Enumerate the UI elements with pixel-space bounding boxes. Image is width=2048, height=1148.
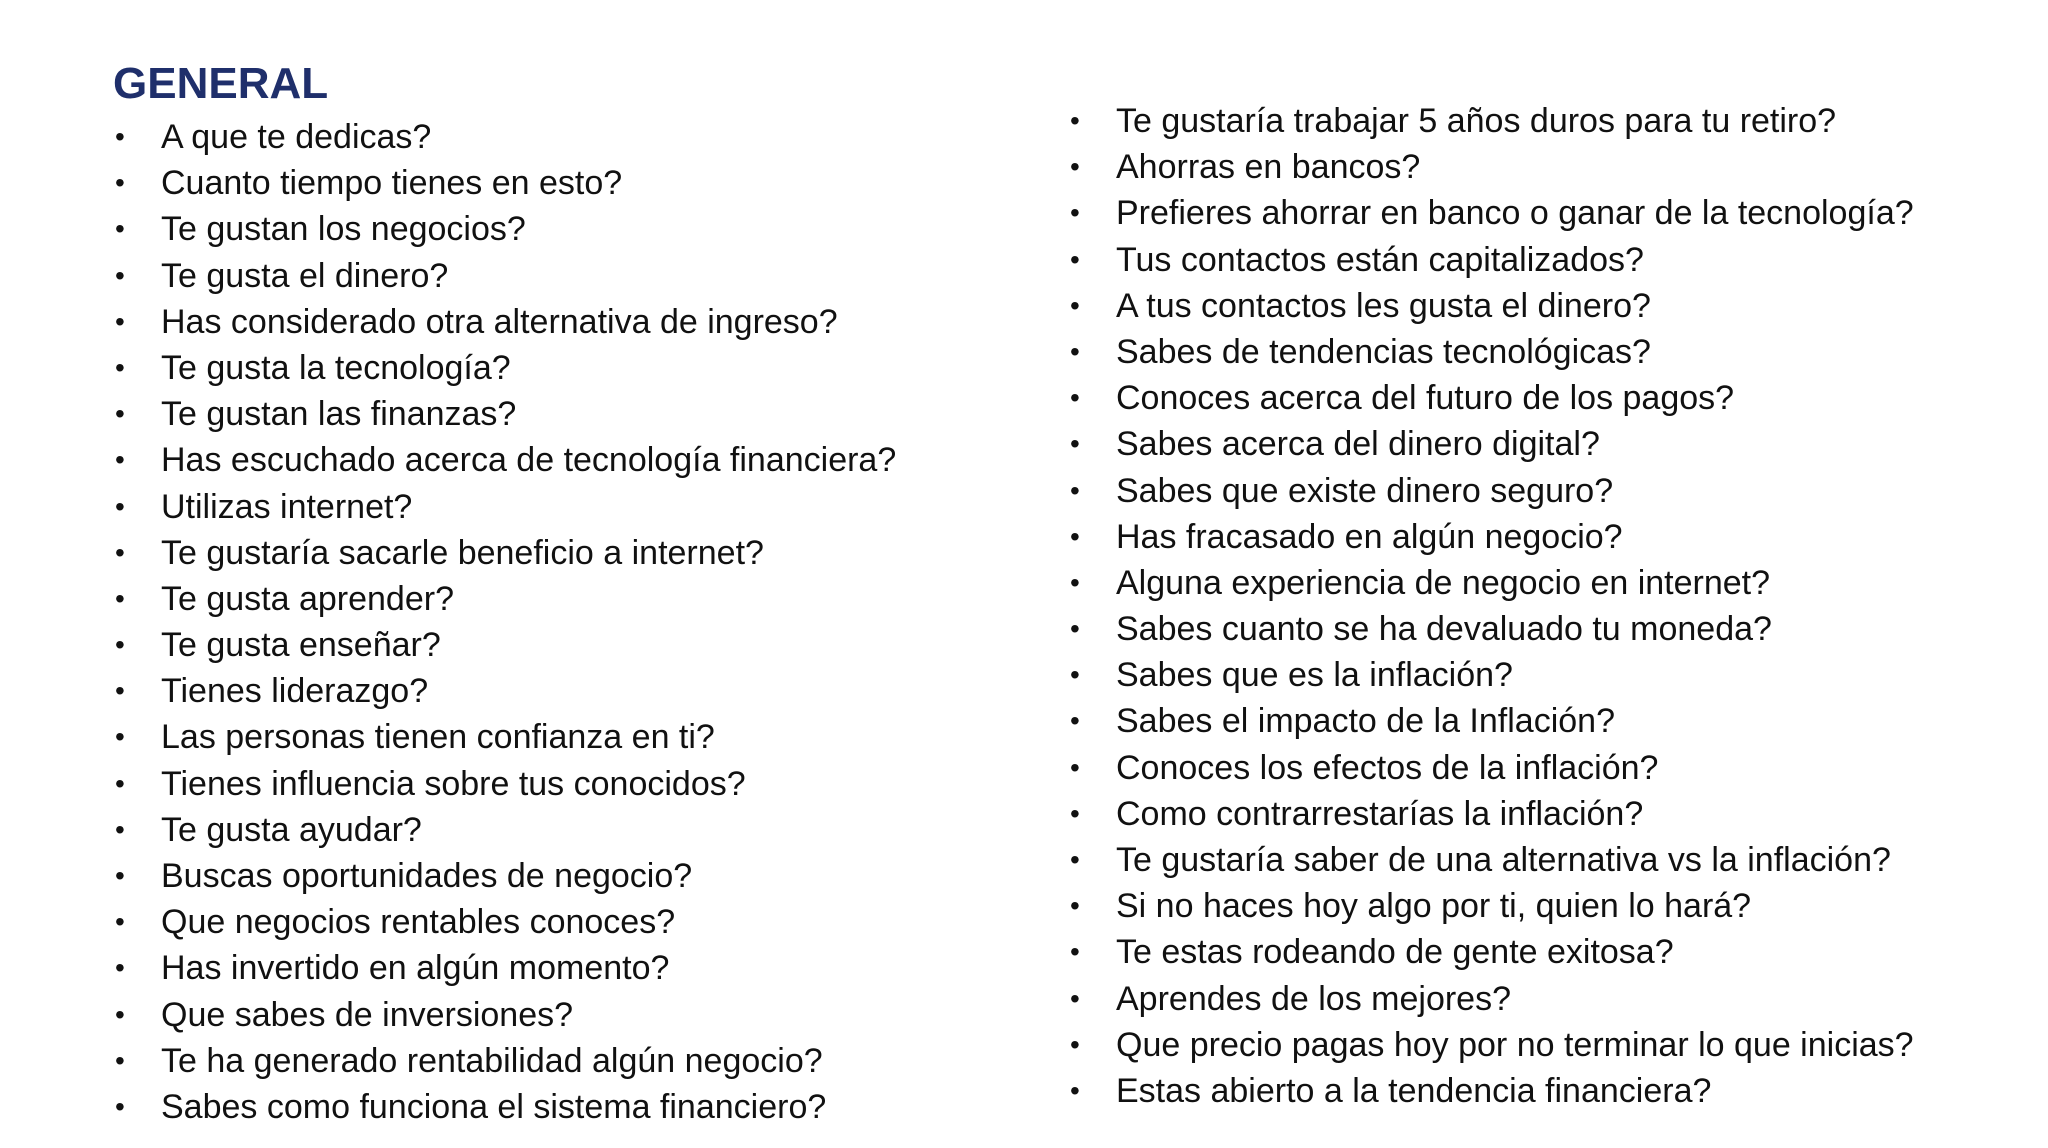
bullet-icon: • <box>1070 520 1080 552</box>
bullet-icon: • <box>115 259 125 291</box>
question-text: Si no haces hoy algo por ti, quien lo hará? <box>1116 887 1752 926</box>
slide-title: GENERAL <box>113 59 329 108</box>
question-text: Tienes influencia sobre tus conocidos? <box>161 764 746 803</box>
bullet-icon: • <box>115 813 125 845</box>
question-text: Te gusta el dinero? <box>161 256 449 295</box>
question-text: Has invertido en algún momento? <box>161 949 670 988</box>
bullet-icon: • <box>1070 705 1080 737</box>
question-item <box>113 253 973 299</box>
question-item <box>113 114 973 160</box>
question-text: Te gustaría saber de una alternativa vs la inflación? <box>1116 841 1891 879</box>
bullet-icon: • <box>115 398 125 430</box>
question-item <box>1068 560 2028 606</box>
question-item <box>1068 98 2028 144</box>
question-text: Utilizas internet? <box>161 487 413 526</box>
question-item <box>113 622 973 668</box>
question-text: Conoces los efectos de la inflación? <box>1116 748 1659 787</box>
question-text: A que te dedicas? <box>161 118 432 156</box>
bullet-icon: • <box>115 490 125 522</box>
question-item <box>113 206 973 252</box>
bullet-icon: • <box>115 305 125 337</box>
question-item <box>1068 606 2028 652</box>
bullet-icon: • <box>1070 1028 1080 1060</box>
bullet-icon: • <box>1070 289 1080 321</box>
question-text: Te gustan las finanzas? <box>161 395 517 434</box>
question-item <box>113 1038 973 1084</box>
question-text: Sabes cuanto se ha devaluado tu moneda? <box>1116 610 1772 649</box>
question-text: Que negocios rentables conoces? <box>161 903 676 942</box>
question-item <box>1068 144 2028 190</box>
question-text: Te gusta enseñar? <box>161 626 441 665</box>
question-item <box>113 899 973 945</box>
question-item <box>113 668 973 714</box>
question-text: Sabes acerca del dinero digital? <box>1116 425 1600 464</box>
right-question-list <box>1068 98 2028 1114</box>
bullet-icon: • <box>1070 151 1080 183</box>
question-item <box>1068 1068 2028 1114</box>
bullet-icon: • <box>1070 936 1080 968</box>
question-text: Te estas rodeando de gente exitosa? <box>1116 933 1674 972</box>
bullet-icon: • <box>115 1090 125 1122</box>
question-item <box>1068 514 2028 560</box>
question-item <box>1068 421 2028 467</box>
question-item <box>113 992 973 1038</box>
question-item <box>1068 237 2028 283</box>
question-text: Buscas oportunidades de negocio? <box>161 857 693 895</box>
bullet-icon: • <box>1070 890 1080 922</box>
question-text: A tus contactos les gusta el dinero? <box>1116 286 1651 325</box>
question-text: Te ha generado rentabilidad algún negocio? <box>161 1041 823 1080</box>
bullet-icon: • <box>115 167 125 199</box>
bullet-icon: • <box>115 906 125 938</box>
bullet-icon: • <box>115 536 125 568</box>
bullet-icon: • <box>115 213 125 245</box>
question-item <box>113 437 973 483</box>
question-text: Cuanto tiempo tienes en esto? <box>161 164 623 203</box>
question-item <box>1068 1022 2028 1068</box>
bullet-icon: • <box>1070 613 1080 645</box>
question-item <box>1068 883 2028 929</box>
question-item <box>113 945 973 991</box>
bullet-icon: • <box>115 629 125 661</box>
question-text: Sabes que existe dinero seguro? <box>1116 471 1614 510</box>
question-text: Has fracasado en algún negocio? <box>1116 517 1623 556</box>
question-item <box>1068 837 2028 883</box>
question-item <box>113 484 973 530</box>
question-item <box>113 576 973 622</box>
question-item <box>113 853 973 899</box>
question-item <box>113 391 973 437</box>
bullet-icon: • <box>115 952 125 984</box>
question-text: Las personas tienen confianza en ti? <box>161 718 715 757</box>
question-text: Que precio pagas hoy por no terminar lo que inicias? <box>1116 1025 1914 1064</box>
question-item <box>1068 283 2028 329</box>
bullet-icon: • <box>115 351 125 383</box>
question-item <box>113 807 973 853</box>
question-text: Conoces acerca del futuro de los pagos? <box>1116 379 1735 418</box>
bullet-icon: • <box>115 860 125 891</box>
left-question-list <box>113 114 973 1130</box>
bullet-icon: • <box>1070 844 1080 875</box>
bullet-icon: • <box>1070 982 1080 1014</box>
question-item <box>1068 468 2028 514</box>
bullet-icon: • <box>1070 474 1080 506</box>
bullet-icon: • <box>115 582 125 614</box>
question-item <box>1068 652 2028 698</box>
question-text: Has escuchado acerca de tecnología financiera? <box>161 441 897 480</box>
bullet-icon: • <box>115 675 125 707</box>
question-text: Que sabes de inversiones? <box>161 995 574 1034</box>
question-text: Has considerado otra alternativa de ingreso? <box>161 302 838 341</box>
bullet-icon: • <box>1070 105 1080 136</box>
bullet-icon: • <box>115 721 125 753</box>
question-text: Sabes como funciona el sistema financiero? <box>161 1087 827 1126</box>
question-text: Aprendes de los mejores? <box>1116 979 1512 1018</box>
question-item <box>1068 329 2028 375</box>
bullet-icon: • <box>115 1044 125 1076</box>
question-text: Te gustaría trabajar 5 años duros para tu retiro? <box>1116 102 1837 140</box>
question-item <box>113 160 973 206</box>
question-text: Estas abierto a la tendencia financiera? <box>1116 1071 1712 1110</box>
question-item <box>113 299 973 345</box>
question-item <box>113 761 973 807</box>
question-item <box>1068 190 2028 236</box>
question-text: Te gusta aprender? <box>161 579 454 618</box>
question-text: Ahorras en bancos? <box>1116 148 1421 187</box>
question-text: Alguna experiencia de negocio en internet? <box>1116 563 1771 602</box>
bullet-icon: • <box>1070 335 1080 367</box>
question-text: Sabes de tendencias tecnológicas? <box>1116 332 1651 371</box>
question-text: Te gusta la tecnología? <box>161 348 511 387</box>
bullet-icon: • <box>1070 1074 1080 1106</box>
bullet-icon: • <box>1070 659 1080 691</box>
question-item <box>113 530 973 576</box>
question-item <box>1068 976 2028 1022</box>
question-text: Sabes que es la inflación? <box>1116 656 1513 695</box>
bullet-icon: • <box>1070 197 1080 229</box>
bullet-icon: • <box>1070 751 1080 783</box>
question-item <box>1068 698 2028 744</box>
bullet-icon: • <box>115 998 125 1030</box>
question-item <box>1068 929 2028 975</box>
question-text: Te gustaría sacarle beneficio a internet? <box>161 533 764 572</box>
question-item <box>113 714 973 760</box>
bullet-icon: • <box>1070 566 1080 598</box>
question-text: Como contrarrestarías la inflación? <box>1116 794 1644 833</box>
question-text: Tienes liderazgo? <box>161 672 429 711</box>
bullet-icon: • <box>1070 243 1080 275</box>
question-item <box>1068 791 2028 837</box>
bullet-icon: • <box>115 767 125 799</box>
bullet-icon: • <box>115 121 125 152</box>
question-text: Sabes el impacto de la Inflación? <box>1116 702 1615 741</box>
bullet-icon: • <box>115 444 125 476</box>
question-item <box>1068 375 2028 421</box>
bullet-icon: • <box>1070 382 1080 414</box>
bullet-icon: • <box>1070 797 1080 829</box>
question-text: Te gustan los negocios? <box>161 210 526 249</box>
question-item <box>113 1084 973 1130</box>
question-text: Te gusta ayudar? <box>161 810 422 849</box>
bullet-icon: • <box>1070 428 1080 460</box>
question-item <box>1068 745 2028 791</box>
question-text: Tus contactos están capitalizados? <box>1116 240 1644 279</box>
question-text: Prefieres ahorrar en banco o ganar de la tecnología? <box>1116 194 1914 233</box>
question-item <box>113 345 973 391</box>
